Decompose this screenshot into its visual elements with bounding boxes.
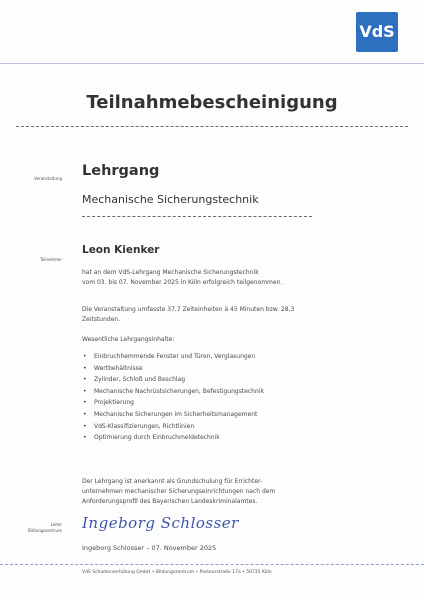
course-heading: Lehrgang <box>82 163 160 179</box>
recognition-line-1: Der Lehrgang ist anerkannt als Grundschulung für Errichter- <box>82 478 263 485</box>
attendance-line-1: hat an dem VdS-Lehrgang Mechanische Sicherungstechnik <box>82 269 259 276</box>
course-divider <box>82 216 312 217</box>
signature-line: Ingeborg Schlosser – 07. November 2025 <box>82 544 217 552</box>
participant-name: Leon Kienker <box>82 244 160 256</box>
topic-item: • VdS-Klassifizierungen, Richtlinien <box>82 422 347 434</box>
document-title: Teilnahmebescheinigung <box>86 92 338 113</box>
header-divider <box>0 63 424 64</box>
label-teilnehmer: Teilnehmer <box>40 257 62 262</box>
topic-item: • Mechanische Sicherungen im Sicherheitsmanagement <box>82 410 347 422</box>
label-veranstaltung: Veranstaltung <box>34 176 62 181</box>
topic-item: • Zylinder, Schloß und Beschlag <box>82 375 347 387</box>
footer-divider <box>0 564 424 565</box>
attendance-paragraph <box>82 268 347 288</box>
topics-list-container <box>82 352 347 445</box>
topic-item: • Wertbehältnisse <box>82 364 347 376</box>
contents-intro: Wesentliche Lehrgangsinhalte: <box>82 336 175 343</box>
recognition-line-2: unternehmen mechanischer Sicherungseinrichtungen nach dem <box>82 488 276 495</box>
course-name: Mechanische Sicherungstechnik <box>82 193 259 206</box>
title-divider <box>16 126 408 127</box>
handwritten-signature: Ingeborg Schlosser <box>82 514 239 532</box>
footer-address: VdS Schadenverhütung GmbH • Bildungszentrum • Pasteurstraße 17a • 50735 Köln <box>82 570 272 575</box>
label-bildungszentrum: Bildungszentrum <box>28 528 62 533</box>
duration-line-1: Die Veranstaltung umfasste 37,7 Zeiteinheiten à 45 Minuten bzw. 28,3 <box>82 306 295 313</box>
recognition-paragraph <box>82 477 347 507</box>
topic-item: • Einbruchhemmende Fenster und Türen, Verglasungen <box>82 352 347 364</box>
duration-paragraph <box>82 305 347 325</box>
vds-logo: VdS <box>356 12 398 52</box>
recognition-line-3: Anforderungsprofil des Bayerischen Landeskriminalamtes. <box>82 498 258 505</box>
label-leiter: Leiter <box>50 522 62 527</box>
topic-item: • Optimierung durch Einbruchmeldetechnik <box>82 433 347 445</box>
attendance-line-2: vom 03. bis 07. November 2025 in Köln erfolgreich teilgenommen. <box>82 279 283 286</box>
duration-line-2: Zeitstunden. <box>82 316 121 323</box>
topic-item: • Mechanische Nachrüstsicherungen, Befestigungstechnik <box>82 387 347 399</box>
topic-item: • Projektierung <box>82 398 347 410</box>
topics-list <box>82 352 347 445</box>
